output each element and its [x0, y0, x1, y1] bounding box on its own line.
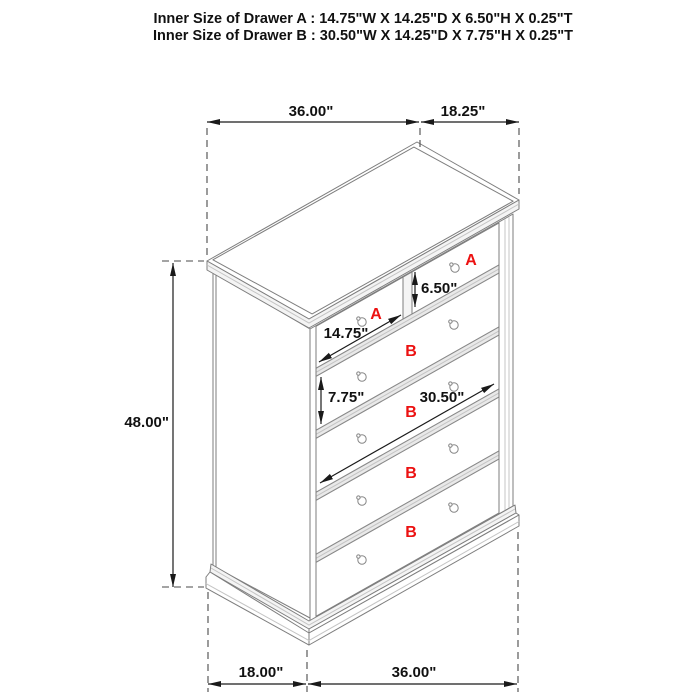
dim-top-depth-label: 18.25" — [440, 103, 486, 120]
dim-top-width-label: 36.00" — [288, 103, 334, 120]
label-drawer-b3: B — [405, 465, 417, 482]
header — [153, 11, 573, 44]
side-panel — [213, 272, 310, 618]
label-drawer-a-right: A — [465, 252, 477, 269]
drawer-b-size-text: Inner Size of Drawer B : 30.50"W X 14.25"D X 7.75"H X 0.25"T — [153, 28, 573, 44]
dim-drawer-b-height-label: 7.75" — [328, 389, 365, 406]
dim-drawer-a-width-label: 14.75" — [323, 325, 369, 342]
label-drawer-a-left: A — [370, 306, 382, 323]
dim-bottom-width-label: 36.00" — [391, 664, 437, 681]
dim-drawer-a-height-label: 6.50" — [421, 280, 458, 297]
dim-drawer-b-width-label: 30.50" — [419, 389, 465, 406]
label-drawer-b4: B — [405, 524, 417, 541]
drawer-a-divider — [403, 272, 412, 319]
height-dimension — [124, 261, 204, 587]
label-drawer-b2: B — [405, 404, 417, 421]
label-drawer-b1: B — [405, 343, 417, 360]
drawer-a-size-text: Inner Size of Drawer A : 14.75"W X 14.25"D X 6.50"H X 0.25"T — [153, 11, 573, 27]
dim-height-label: 48.00" — [124, 414, 169, 431]
dim-bottom-depth-label: 18.00" — [238, 664, 284, 681]
